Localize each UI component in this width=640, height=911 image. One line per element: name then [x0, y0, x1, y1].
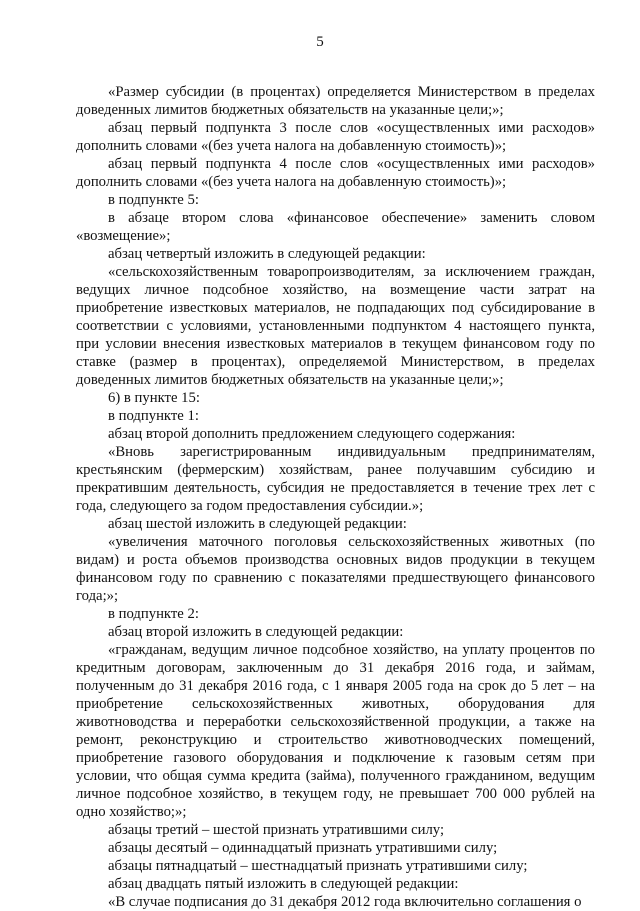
paragraph: «В случае подписания до 31 декабря 2012 года включительно соглашения о	[108, 894, 582, 910]
paragraph: «гражданам, ведущим личное подсобное хозяйство, на уплату процентов по кредитным договорам, заключенным до 31 декабря 2016 года, и займам, полученным до 31 декабря 2016 года, с 1 января 2005 года на срок до 5 лет – на приобретение сельскохозяйственных животных, оборудования для животноводства и переработки сельскохозяйственной продукции, а также на ремонт, реконструкцию и строительство животноводческих помещений, приобретение газового оборудования и подключение к газовым сетям при условии, что общая сумма кредита (займа), полученного гражданином, ведущим личное подсобное хозяйство, в текущем году, не превышает 700 000 рублей на одно хозяйство;»;	[76, 642, 595, 820]
paragraph: абзац шестой изложить в следующей редакции:	[108, 516, 407, 532]
paragraph: абзацы десятый – одиннадцатый признать утратившими силу;	[108, 840, 498, 856]
paragraph: абзац двадцать пятый изложить в следующей редакции:	[108, 876, 459, 892]
paragraph: в подпункте 2:	[108, 606, 199, 622]
paragraph: в подпункте 1:	[108, 408, 199, 424]
paragraph: абзацы третий – шестой признать утратившими силу;	[108, 822, 445, 838]
paragraph: абзац второй дополнить предложением следующего содержания:	[108, 426, 516, 442]
paragraph: 6) в пункте 15:	[108, 390, 200, 406]
paragraph: в подпункте 5:	[108, 192, 199, 208]
paragraph: абзац первый подпункта 4 после слов «осуществленных ими расходов» дополнить словами «(без учета налога на добавленную стоимость)»;	[76, 156, 595, 190]
paragraph: абзац первый подпункта 3 после слов «осуществленных ими расходов» дополнить словами «(без учета налога на добавленную стоимость)»;	[76, 120, 595, 154]
paragraph: абзацы пятнадцатый – шестнадцатый признать утратившими силу;	[108, 858, 528, 874]
page-number: 5	[316, 34, 324, 50]
paragraph: абзац четвертый изложить в следующей редакции:	[108, 246, 426, 262]
paragraph: «Размер субсидии (в процентах) определяется Министерством в пределах доведенных лимитов бюджетных обязательств на указанные цели;»;	[76, 84, 595, 118]
document-body	[76, 83, 595, 911]
paragraph: «увеличения маточного поголовья сельскохозяйственных животных (по видам) и роста объемов производства основных видов продукции в текущем финансовом году по сравнению с показателями предшествующего финансового года;»;	[76, 534, 595, 604]
paragraph: «сельскохозяйственным товаропроизводителям, за исключением граждан, ведущих личное подсобное хозяйство, на возмещение части затрат на приобретение известковых материалов, не подпадающих под субсидирование в соответствии с условиями, установленными подпунктом 4 настоящего пункта, при условии внесения известковых материалов в текущем финансовом году по ставке (размер в процентах), определяемой Министерством, в пределах доведенных лимитов бюджетных обязательств на указанные цели;»;	[76, 264, 595, 388]
paragraph: «Вновь зарегистрированным индивидуальным предпринимателям, крестьянским (фермерским) хозяйствам, ранее получавшим субсидию и прекратившим деятельность, субсидия не предоставляется в течение трех лет с года, следующего за годом предоставления субсидии.»;	[76, 444, 595, 514]
paragraph: в абзаце втором слова «финансовое обеспечение» заменить словом «возмещение»;	[76, 210, 595, 244]
paragraph: абзац второй изложить в следующей редакции:	[108, 624, 404, 640]
